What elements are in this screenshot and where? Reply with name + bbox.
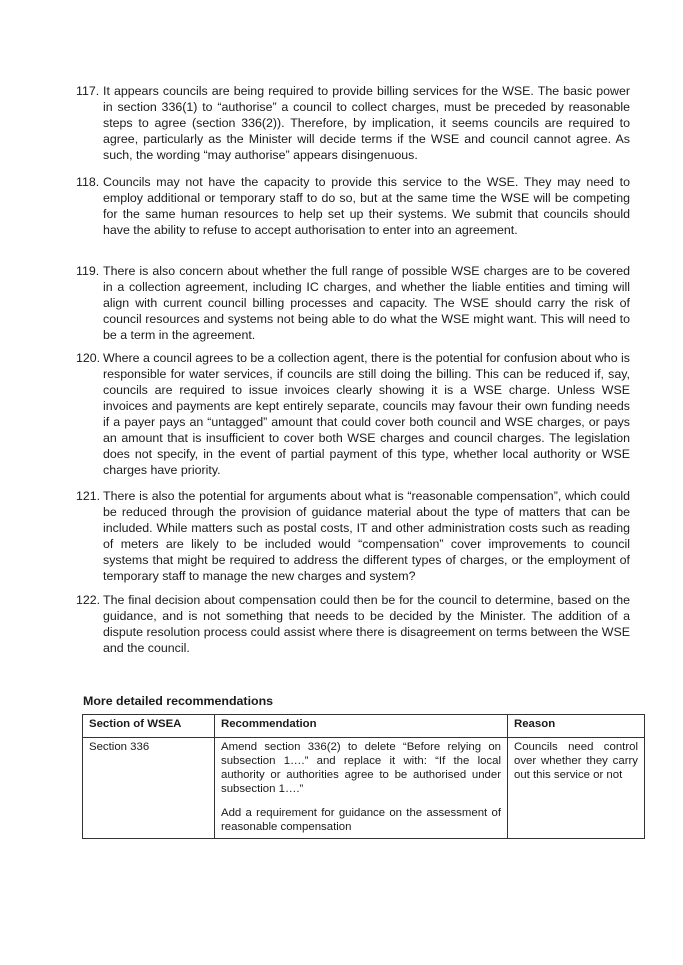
paragraph-text: There is also the potential for arguments about what is “reasonable compensation”, which could be reduced through the provision of guidance material about the type of matters that can be included. While matters such as postal costs, IT and other administration costs such as reading of meters are likely to be included would “compensation” cover improvements to council systems that might be required to address the different types of charges, or the employment of temporary staff to manage the new charges and system? — [103, 489, 630, 583]
paragraph-119 — [76, 263, 630, 343]
recommendations-heading: More detailed recommendations — [83, 694, 274, 708]
paragraph-text: There is also concern about whether the full range of possible WSE charges are to be covered in a collection agreement, including IC charges, and whether the liable entities and timing will align with current council billing processes and capacity. The WSE should carry the risk of council resources and systems not being able to do what the WSE might want. This will need to be a term in the agreement. — [103, 264, 630, 342]
paragraph-121 — [76, 488, 630, 584]
paragraph-118 — [76, 174, 630, 238]
paragraph-number: 120. — [76, 351, 101, 365]
cell-recommendation — [215, 738, 508, 839]
recommendations-table — [82, 714, 645, 839]
paragraph-122 — [76, 592, 630, 656]
table-header-row — [83, 715, 645, 738]
recommendation-text-1: Amend section 336(2) to delete “Before relying on subsection 1….” and replace it with: “If the local authority or authorities agree to be authorised under subsection 1….” — [221, 741, 501, 795]
paragraph-text: The final decision about compensation could then be for the council to determine, based on the guidance, and is not something that needs to be decided by the Minister. The addition of a dispute resolution process could assist where there is disagreement on terms between the WSE and the council. — [103, 593, 630, 655]
paragraph-number: 119. — [76, 264, 100, 278]
paragraph-117 — [76, 83, 630, 163]
recommendation-text-2: Add a requirement for guidance on the assessment of reasonable compensation — [221, 807, 501, 833]
paragraph-text: Councils may not have the capacity to provide this service to the WSE. They may need to employ additional or temporary staff to do so, but at the same time the WSE will be competing for the same human resources to help set up their systems. We submit that councils should have the ability to refuse to accept authorisation to enter into an agreement. — [103, 175, 630, 237]
header-reason: Reason — [508, 715, 645, 738]
cell-reason: Councils need control over whether they carry out this service or not — [508, 738, 645, 839]
paragraph-text: Where a council agrees to be a collection agent, there is the potential for confusion about who is responsible for water services, if councils are still doing the billing. This can be reduced if, say, councils are required to issue invoices clearly showing it is a WSE charge. Unless WSE invoices and payments are kept entirely separate, councils may favour their own funding needs if a payer pays an “untagged” amount that could cover both council and WSE charges, or pays an amount that is insufficient to cover both WSE charges and council charges. The legislation does not specify, in the event of partial payment of this type, whether local authority or WSE charges have priority. — [103, 351, 630, 477]
header-recommendation: Recommendation — [215, 715, 508, 738]
paragraph-number: 122. — [76, 593, 101, 607]
paragraph-number: 117. — [76, 84, 100, 98]
paragraph-number: 121. — [76, 489, 101, 503]
paragraph-120 — [76, 350, 630, 478]
paragraph-text: It appears councils are being required to provide billing services for the WSE. The basic power in section 336(1) to “authorise” a council to collect charges, must be preceded by reasonable steps to agree (section 336(2)). Therefore, by implication, it seems councils are required to agree, particularly as the Minister will decide terms if the WSE and council cannot agree. As such, the wording “may authorise” appears disingenuous. — [103, 84, 630, 162]
header-section: Section of WSEA — [83, 715, 215, 738]
table-row — [83, 738, 645, 839]
cell-section: Section 336 — [83, 738, 215, 839]
paragraph-number: 118. — [76, 175, 100, 189]
